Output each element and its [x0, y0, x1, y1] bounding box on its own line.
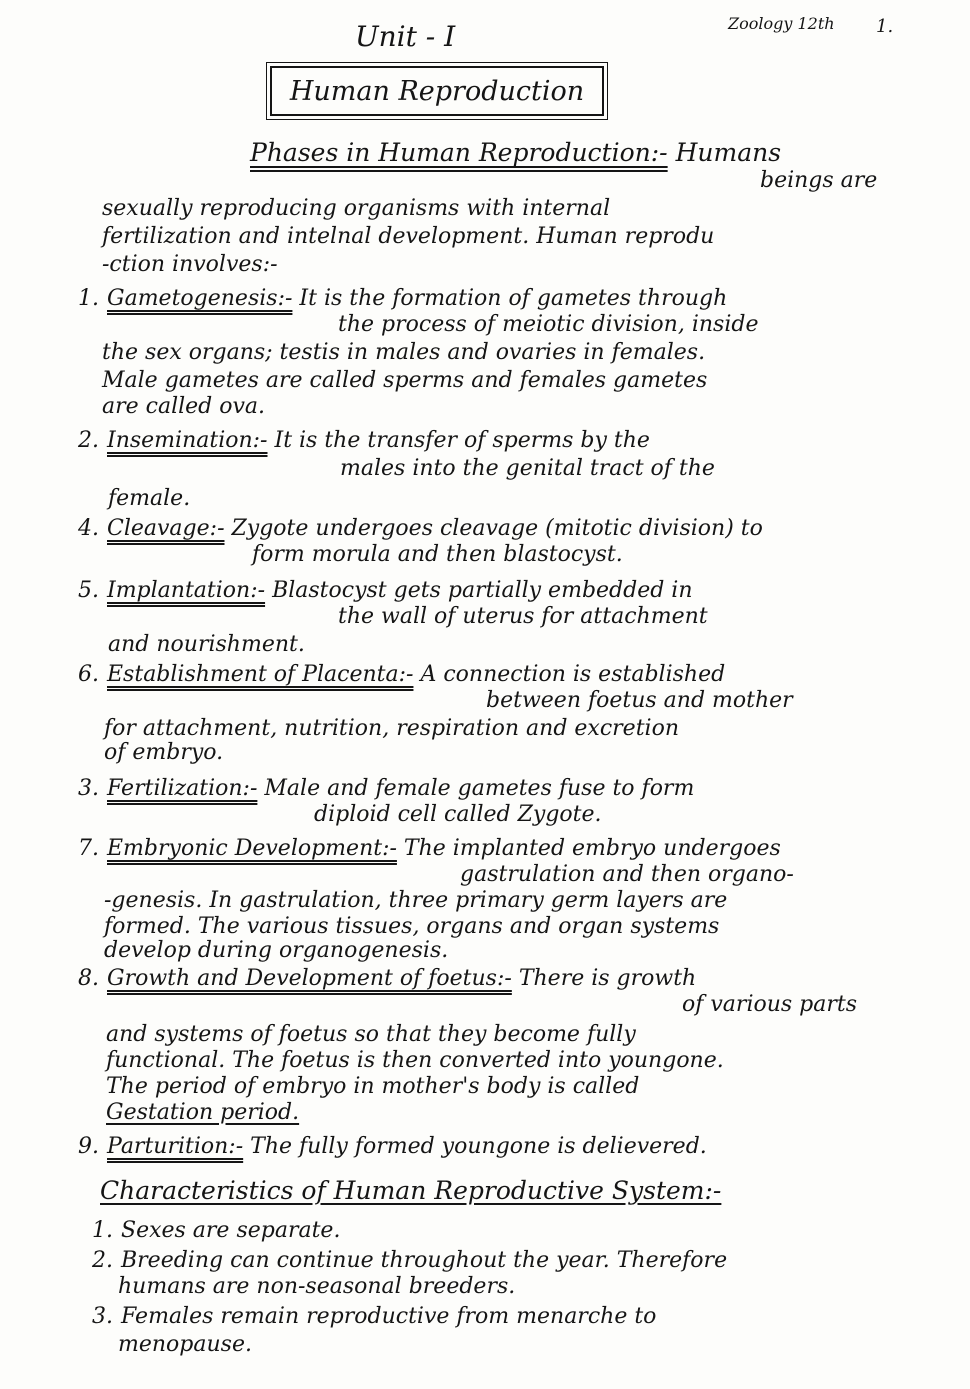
- phase-item: [78, 1134, 707, 1160]
- characteristic-number: 2.: [92, 1248, 113, 1273]
- phase-line: and nourishment.: [108, 632, 305, 657]
- unit-label: Unit - I: [355, 20, 456, 53]
- intro-line: -ction involves:-: [102, 252, 278, 277]
- phase-item: [78, 836, 781, 862]
- phase-line: the wall of uterus for attachment: [338, 604, 708, 629]
- phase-item: [78, 428, 650, 454]
- phase-line: It is the formation of gametes through: [299, 286, 728, 311]
- phase-line: formed. The various tissues, organs and organ systems: [104, 914, 720, 939]
- intro-line: Humans: [675, 138, 782, 167]
- characteristic-number: 1.: [92, 1218, 113, 1243]
- phase-line: The implanted embryo undergoes: [403, 836, 781, 861]
- phase-line: female.: [108, 486, 191, 511]
- characteristic-line: Females remain reproductive from menarche to: [121, 1304, 657, 1329]
- phase-item: [78, 662, 725, 688]
- phase-line: for attachment, nutrition, respiration and excretion: [104, 716, 679, 741]
- phase-number: 8.: [78, 966, 99, 991]
- phase-term: Establishment of Placenta:-: [107, 662, 414, 687]
- phase-line: form morula and then blastocyst.: [252, 542, 623, 567]
- characteristic-line: Sexes are separate.: [121, 1218, 341, 1243]
- characteristic-line: menopause.: [118, 1332, 252, 1357]
- phase-line: diploid cell called Zygote.: [314, 802, 602, 827]
- subject-label: Zoology 12th: [728, 14, 835, 33]
- phase-line: It is the transfer of sperms by the: [274, 428, 650, 453]
- phase-number: 7.: [78, 836, 99, 861]
- gestation-term: Gestation period.: [106, 1100, 300, 1125]
- phase-line: between foetus and mother: [486, 688, 793, 713]
- phase-line: of various parts: [682, 992, 858, 1017]
- phase-line: gastrulation and then organo-: [460, 862, 794, 887]
- phase-line: males into the genital tract of the: [340, 456, 715, 481]
- phase-line: There is growth: [518, 966, 697, 991]
- page-title: Human Reproduction: [289, 75, 585, 107]
- phase-line: the sex organs; testis in males and ovaries in females.: [102, 340, 706, 365]
- phase-term: Cleavage:-: [107, 516, 225, 541]
- phase-term: Growth and Development of foetus:-: [107, 966, 512, 991]
- characteristic-item: [92, 1304, 656, 1330]
- phase-term: Insemination:-: [107, 428, 268, 453]
- phase-line: Male and female gametes fuse to form: [264, 776, 695, 801]
- phase-line: Zygote undergoes cleavage (mitotic division) to: [231, 516, 763, 541]
- phase-line: The fully formed youngone is delievered.: [250, 1134, 707, 1159]
- phase-number: 5.: [78, 578, 99, 603]
- intro-line: sexually reproducing organisms with internal: [102, 196, 611, 221]
- intro-heading: Phases in Human Reproduction:-: [250, 138, 668, 167]
- characteristics-heading-line: [100, 1178, 721, 1204]
- phase-number: 3.: [78, 776, 99, 801]
- phase-item: [78, 776, 694, 802]
- phase-item: [78, 516, 763, 542]
- phase-number: 6.: [78, 662, 99, 687]
- phase-item: [78, 286, 727, 312]
- phase-line: Male gametes are called sperms and females gametes: [102, 368, 708, 393]
- characteristics-heading: Characteristics of Human Reproductive System:-: [100, 1176, 722, 1205]
- characteristic-line: Breeding can continue throughout the year. Therefore: [121, 1248, 728, 1273]
- phase-term: Fertilization:-: [107, 776, 258, 801]
- phase-line: are called ova.: [102, 394, 266, 419]
- phase-line: the process of meiotic division, inside: [338, 312, 759, 337]
- characteristic-item: [92, 1218, 340, 1244]
- title-box: [270, 66, 604, 116]
- phase-line: of embryo.: [104, 740, 224, 765]
- phase-term: Embryonic Development:-: [107, 836, 397, 861]
- phase-term: Gametogenesis:-: [107, 286, 293, 311]
- page-number: 1.: [876, 16, 894, 37]
- phase-line: [106, 1100, 299, 1126]
- characteristic-number: 3.: [92, 1304, 113, 1329]
- phase-number: 1.: [78, 286, 99, 311]
- phase-line: The period of embryo in mother's body is called: [106, 1074, 640, 1099]
- phase-line: A connection is established: [420, 662, 726, 687]
- intro-line: beings are: [760, 168, 878, 193]
- phase-line: and systems of foetus so that they become fully: [106, 1022, 636, 1047]
- phase-term: Parturition:-: [107, 1134, 244, 1159]
- phase-term: Implantation:-: [107, 578, 266, 603]
- phase-line: develop during organogenesis.: [104, 938, 449, 963]
- phase-line: -genesis. In gastrulation, three primary germ layers are: [104, 888, 728, 913]
- intro-heading-line: [250, 140, 781, 166]
- phase-number: 9.: [78, 1134, 99, 1159]
- characteristic-line: humans are non-seasonal breeders.: [118, 1274, 516, 1299]
- phase-line: functional. The foetus is then converted into youngone.: [106, 1048, 724, 1073]
- phase-number: 2.: [78, 428, 99, 453]
- intro-line: fertilization and intelnal development. Human reprodu: [102, 224, 715, 249]
- phase-line: Blastocyst gets partially embedded in: [272, 578, 693, 603]
- phase-item: [78, 966, 696, 992]
- phase-number: 4.: [78, 516, 99, 541]
- phase-item: [78, 578, 693, 604]
- characteristic-item: [92, 1248, 727, 1274]
